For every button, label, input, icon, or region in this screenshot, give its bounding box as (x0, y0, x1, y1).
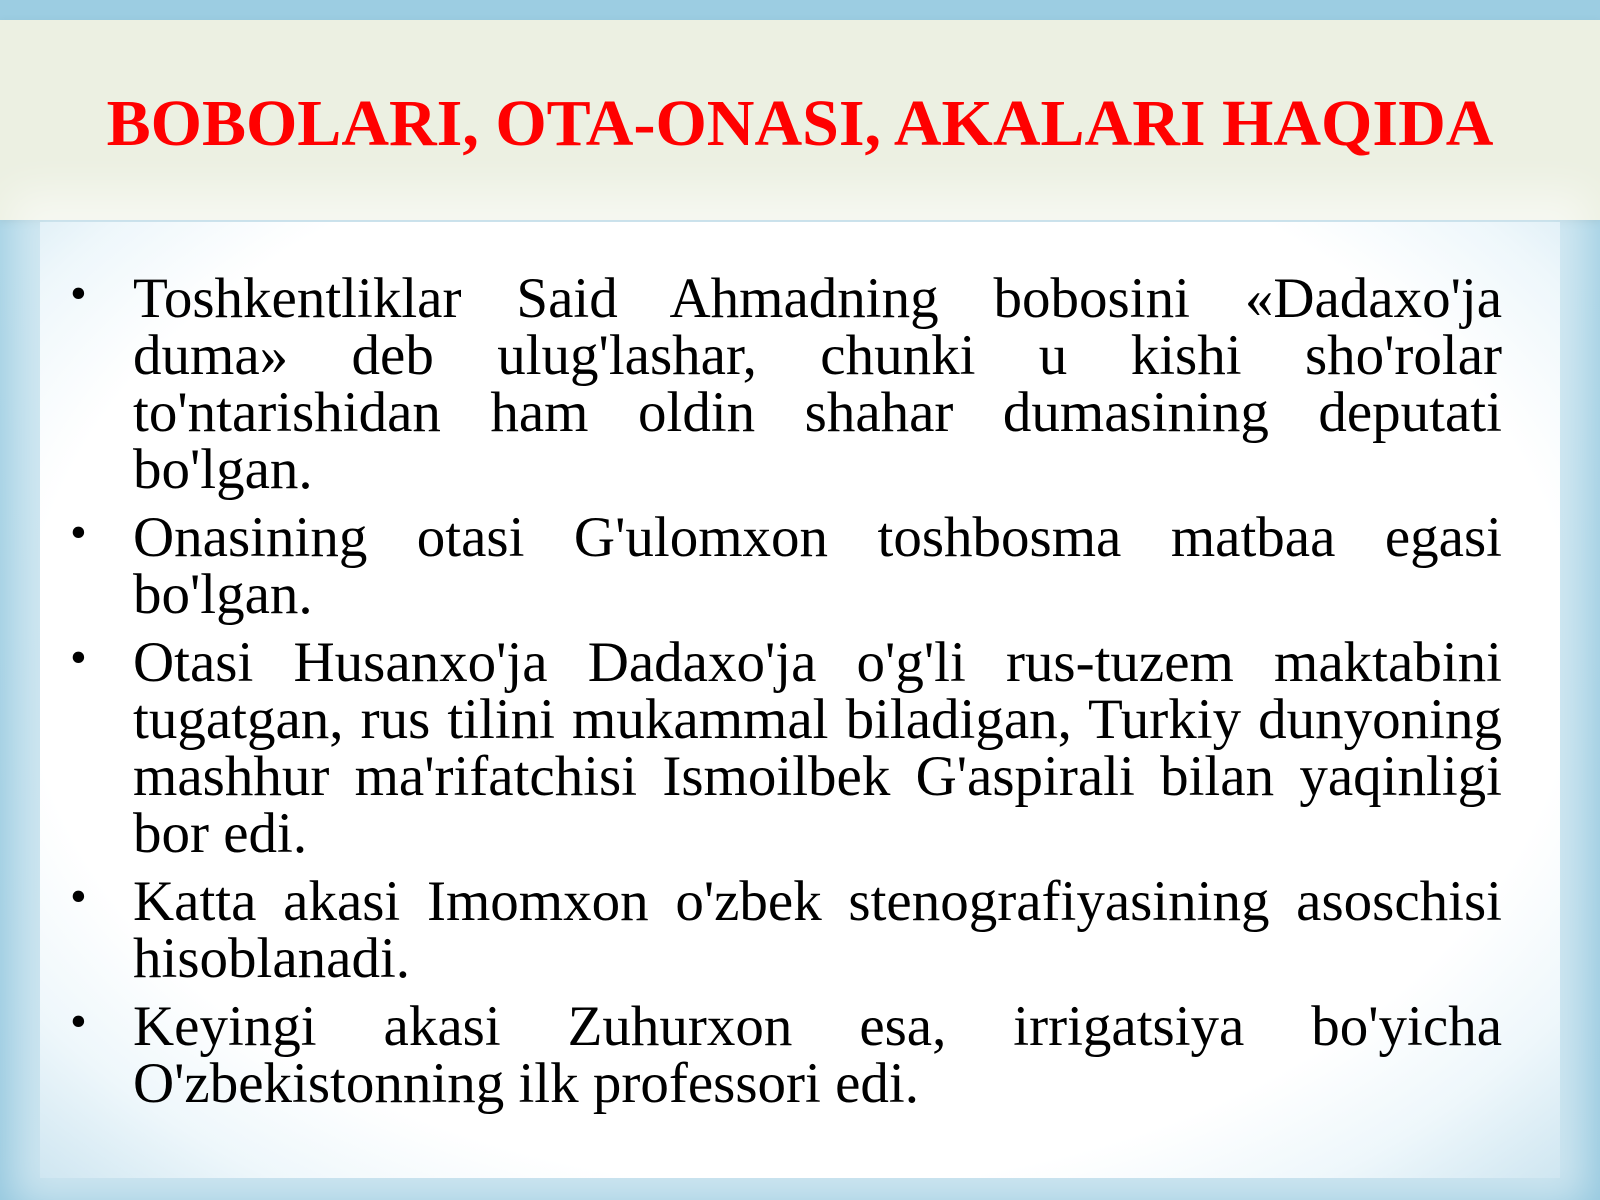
bullet-text: Onasining otasi G'ulomxon toshbosma matbaa egasi bo'lgan. (133, 506, 1502, 626)
bullet-text: Katta akasi Imomxon o'zbek stenografiyasining asoschisi hisoblanadi. (133, 870, 1502, 990)
bullet-item (70, 267, 1502, 501)
top-strip (0, 0, 1600, 20)
bullet-icon: • (70, 995, 87, 1048)
bullet-item (70, 506, 1502, 626)
bullet-icon: • (70, 631, 87, 684)
bullet-item (70, 995, 1502, 1115)
bullet-icon: • (70, 506, 87, 559)
bullet-text: Keyingi akasi Zuhurxon esa, irrigatsiya bo'yicha O'zbekistonning ilk professori edi. (133, 995, 1502, 1115)
bullet-text: Toshkentliklar Said Ahmadning bobosini «Dadaxo'ja duma» deb ulug'lashar, chunki u kishi sho'rolar to'ntarishidan ham oldin shahar dumasining deputati bo'lgan. (133, 267, 1502, 501)
bullet-item (70, 870, 1502, 990)
slide-title: BOBOLARI, OTA-ONASI, AKALARI HAQIDA (106, 87, 1494, 160)
bullet-icon: • (70, 870, 87, 923)
bullet-text: Otasi Husanxo'ja Dadaxo'ja o'g'li rus-tuzem maktabini tugatgan, rus tilini mukammal biladigan, Turkiy dunyoning mashhur ma'rifatchisi Ismoilbek G'aspirali bilan yaqinligi bor edi. (133, 631, 1502, 865)
bullet-item (70, 631, 1502, 865)
bullet-icon: • (70, 267, 87, 320)
bullet-list (70, 267, 1502, 1123)
